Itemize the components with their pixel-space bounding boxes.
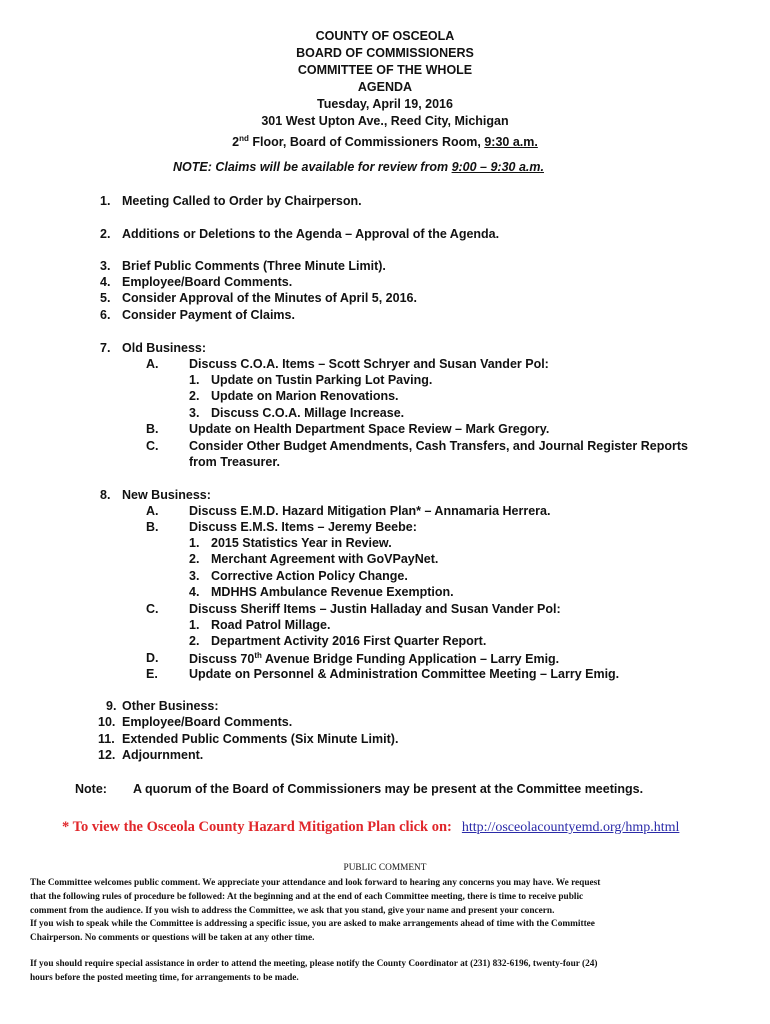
- sub-sub-item-text: Corrective Action Policy Change.: [211, 569, 408, 583]
- sub-item-text: Update on Personnel & Administration Committee Meeting – Larry Emig.: [189, 667, 620, 681]
- sub-item-text: Consider Other Budget Amendments, Cash Transfers, and Journal Register Reports: [189, 439, 688, 453]
- agenda-item: 9.: [106, 699, 117, 713]
- sub-sub-item-text: MDHHS Ambulance Revenue Exemption.: [211, 585, 454, 599]
- quorum-label: Note:: [75, 782, 107, 796]
- meeting-date: Tuesday, April 19, 2016: [317, 97, 453, 111]
- sub-item-text: Update on Health Department Space Review – Mark Gregory.: [189, 422, 550, 436]
- sub-item-letter: D.: [146, 651, 159, 665]
- claims-note-text: NOTE: Claims will be available for review from: [173, 160, 452, 174]
- document-title: AGENDA: [357, 80, 413, 94]
- sub-sub-item-num: 3.: [189, 569, 200, 583]
- agenda-item-text: Additions or Deletions to the Agenda – Approval of the Agenda.: [122, 227, 500, 241]
- agenda-item: 8.: [100, 488, 111, 502]
- agenda-item-text: Employee/Board Comments.: [122, 715, 293, 729]
- agenda-item-text: Consider Payment of Claims.: [122, 308, 295, 322]
- sub-sub-item-text: 2015 Statistics Year in Review.: [211, 536, 392, 550]
- agenda-item: 5.: [100, 291, 111, 305]
- agenda-item: 7.: [100, 341, 111, 355]
- sub-item-text: Discuss E.M.S. Items – Jeremy Beebe:: [189, 520, 417, 534]
- meeting-address: 301 West Upton Ave., Reed City, Michigan: [261, 114, 509, 128]
- agenda-item: 11.: [98, 732, 115, 746]
- floor-suffix: nd: [239, 134, 249, 143]
- agenda-item-text: Consider Approval of the Minutes of April 5, 2016.: [122, 291, 417, 305]
- sub-item-text: Discuss C.O.A. Items – Scott Schryer and Susan Vander Pol:: [189, 357, 549, 371]
- hazard-plan-text: * To view the Osceola County Hazard Mitigation Plan click on:: [62, 819, 452, 835]
- agenda-item-text: Meeting Called to Order by Chairperson.: [122, 194, 362, 208]
- agenda-header: [0, 28, 770, 151]
- sub-item-text: Discuss 70th Avenue Bridge Funding Application – Larry Emig.: [189, 651, 560, 667]
- public-comment-line: Chairperson. No comments or questions will be taken at any other time.: [30, 933, 315, 943]
- agenda-item: 1.: [100, 194, 111, 208]
- assistance-line: hours before the posted meeting time, for arrangements to be made.: [30, 973, 299, 983]
- quorum-text: A quorum of the Board of Commissioners may be present at the Committee meetings.: [133, 782, 644, 796]
- sub-sub-item-text: Department Activity 2016 First Quarter Report.: [211, 634, 487, 648]
- agenda-item: 3.: [100, 259, 111, 273]
- sub-item-text: Discuss Sheriff Items – Justin Halladay and Susan Vander Pol:: [189, 602, 561, 616]
- claims-note-time: 9:00 – 9:30 a.m.: [451, 160, 544, 174]
- sub-sub-item-num: 1.: [189, 536, 200, 550]
- sub-sub-item-num: 1.: [189, 618, 200, 632]
- sub-item-letter: B.: [146, 422, 159, 436]
- sub-item-text: Discuss E.M.D. Hazard Mitigation Plan* – Annamaria Herrera.: [189, 504, 551, 518]
- sub-sub-item-text: Road Patrol Millage.: [211, 618, 331, 632]
- assistance-line: If you should require special assistance in order to attend the meeting, please notify the County Coordinator at (231) 832-6196, twenty-four (24): [30, 959, 598, 969]
- hazard-plan-link[interactable]: http://osceolacountyemd.org/hmp.html: [461, 820, 680, 835]
- claims-note: [173, 160, 544, 174]
- meeting-room: [0, 130, 770, 151]
- agenda-item-text: Brief Public Comments (Three Minute Limit).: [122, 259, 386, 273]
- sub-item-letter: E.: [146, 667, 158, 681]
- public-comment-line: that the following rules of procedure be followed: At the beginning and at the end of each Committee meeting, there is time to receive public: [30, 892, 584, 902]
- floor-number: 2: [232, 135, 240, 150]
- sub-sub-item-num: 2.: [189, 389, 200, 403]
- agenda-item-text: Employee/Board Comments.: [122, 275, 293, 289]
- public-comment-line: comment from the audience. If you wish to address the Committee, we ask that you stand, give your name and present your concern.: [30, 906, 555, 916]
- sub-sub-item-text: Update on Marion Renovations.: [211, 389, 399, 403]
- sub-sub-item-num: 2.: [189, 634, 200, 648]
- public-comment-line: The Committee welcomes public comment. We appreciate your attendance and look forward to hearing any concerns you may have. We request: [30, 878, 601, 888]
- agenda-item: 12.: [98, 748, 116, 762]
- agenda-item: 4.: [100, 275, 111, 289]
- sub-item-letter: A.: [146, 357, 159, 371]
- agenda-item: 6.: [100, 308, 111, 322]
- public-comment-line: If you wish to speak while the Committee is addressing a specific issue, you are asked to make arrangements ahead of time with the Committee: [30, 919, 595, 929]
- sub-item-text-cont: from Treasurer.: [189, 455, 281, 469]
- agenda-item-text: Extended Public Comments (Six Minute Limit).: [122, 732, 399, 746]
- sub-item-letter: A.: [146, 504, 159, 518]
- hazard-plan-line: [62, 818, 679, 836]
- meeting-time: 9:30 a.m.: [484, 135, 538, 150]
- sub-item-letter: C.: [146, 439, 159, 453]
- county-name: COUNTY OF OSCEOLA: [315, 29, 455, 43]
- sub-sub-item-num: 4.: [189, 585, 200, 599]
- sub-sub-item-text: Discuss C.O.A. Millage Increase.: [211, 406, 405, 420]
- board-name: BOARD OF COMMISSIONERS: [296, 46, 474, 60]
- sub-sub-item-num: 3.: [189, 406, 200, 420]
- agenda-item-text: Old Business:: [122, 341, 207, 355]
- sub-item-letter: B.: [146, 520, 159, 534]
- public-comment-title: PUBLIC COMMENT: [343, 863, 427, 873]
- agenda-item-text: New Business:: [122, 488, 211, 502]
- sub-sub-item-num: 1.: [189, 373, 200, 387]
- committee-name: COMMITTEE OF THE WHOLE: [297, 63, 473, 77]
- sub-item-letter: C.: [146, 602, 159, 616]
- agenda-item: 10.: [98, 715, 116, 729]
- room-text: Floor, Board of Commissioners Room,: [248, 135, 485, 150]
- sub-sub-item-text: Update on Tustin Parking Lot Paving.: [211, 373, 433, 387]
- sub-sub-item-num: 2.: [189, 552, 200, 566]
- sub-sub-item-text: Merchant Agreement with GoVPayNet.: [211, 552, 439, 566]
- agenda-item-text: Adjournment.: [122, 748, 204, 762]
- agenda-item: 2.: [100, 227, 111, 241]
- agenda-item-text: Other Business:: [122, 699, 219, 713]
